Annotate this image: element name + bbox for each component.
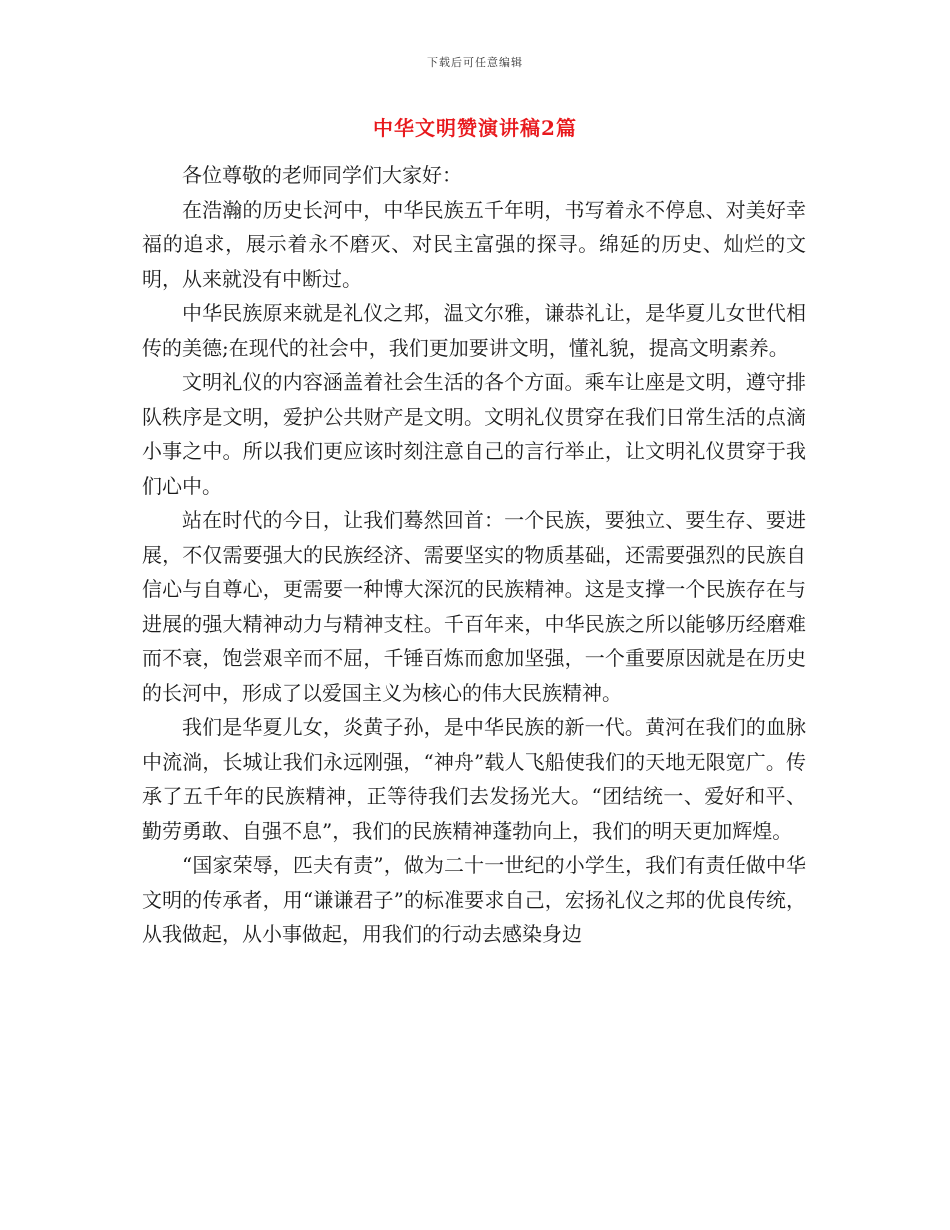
- paragraph: “国家荣辱，匹夫有责”，做为二十一世纪的小学生，我们有责任做中华文明的传承者，用“谦谦君子”的标准要求自己，宏扬礼仪之邦的优良传统，从我做起，从小事做起，用我们的行动去感染身边: [142, 853, 806, 946]
- paragraph: 在浩瀚的历史长河中，中华民族五千年明，书写着永不停息、对美好幸福的追求，展示着永不磨灭、对民主富强的探寻。绵延的历史、灿烂的文明，从来就没有中断过。: [142, 197, 806, 291]
- paragraph: 中华民族原来就是礼仪之邦，温文尔雅，谦恭礼让，是华夏儿女世代相传的美德;在现代的社会中，我们更加要讲文明，懂礼貌，提高文明素养。: [142, 301, 806, 360]
- paragraph: 站在时代的今日，让我们蓦然回首：一个民族，要独立、要生存、要进展，不仅需要强大的民族经济、需要坚实的物质基础，还需要强烈的民族自信心与自尊心，更需要一种博大深沉的民族精神。这是支撑一个民族存在与进展的强大精神动力与精神支柱。千百年来，中华民族之所以能够历经磨难而不衰，饱尝艰辛而不屈，千锤百炼而愈加坚强，一个重要原因就是在历史的长河中，形成了以爱国主义为核心的伟大民族精神。: [142, 508, 806, 705]
- page-header-note: 下载后可任意编辑: [427, 56, 523, 69]
- paragraph: 文明礼仪的内容涵盖着社会生活的各个方面。乘车让座是文明，遵守排队秩序是文明，爱护公共财产是文明。文明礼仪贯穿在我们日常生活的点滴小事之中。所以我们更应该时刻注意自己的言行举止，让文明礼仪贯穿于我们心中。: [142, 370, 806, 498]
- document-body: [142, 158, 806, 952]
- paragraph-greeting: 各位尊敬的老师同学们大家好：: [182, 163, 462, 187]
- document-title: 中华文明赞演讲稿2篇: [373, 116, 577, 140]
- paragraph: 我们是华夏儿女，炎黄子孙，是中华民族的新一代。黄河在我们的血脉中流淌，长城让我们永远刚强，“神舟”载人飞船使我们的天地无限宽广。传承了五千年的民族精神，正等待我们去发扬光大。“团结统一、爱好和平、勤劳勇敢、自强不息”，我们的民族精神蓬勃向上，我们的明天更加辉煌。: [142, 715, 806, 843]
